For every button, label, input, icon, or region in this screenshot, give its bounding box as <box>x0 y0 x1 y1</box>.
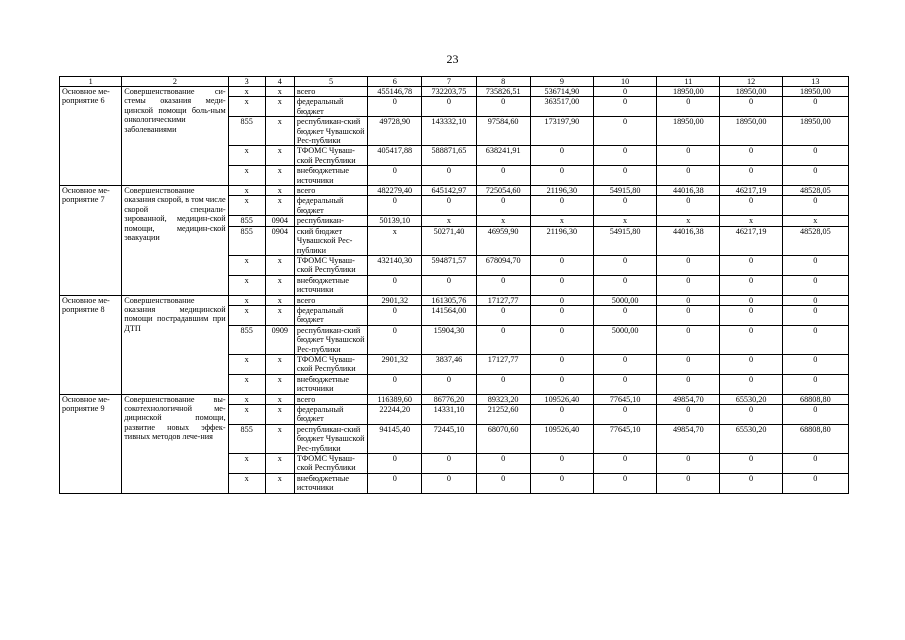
value-cell: 0 <box>530 454 593 474</box>
activity-name: Основное ме-роприятие 9 <box>60 394 122 493</box>
value-cell: 0 <box>593 97 656 117</box>
value-cell: 0 <box>782 325 848 354</box>
section-cell: x <box>265 97 294 117</box>
funding-source: федеральный бюджет <box>294 305 367 325</box>
value-cell: 0 <box>593 117 656 146</box>
value-cell: 109526,40 <box>530 424 593 453</box>
section-cell: x <box>265 295 294 305</box>
value-cell: 536714,90 <box>530 87 593 97</box>
column-number: 4 <box>265 77 294 87</box>
value-cell: 0 <box>368 325 422 354</box>
value-cell: 15904,30 <box>422 325 476 354</box>
value-cell: 645142,97 <box>422 186 476 196</box>
value-cell: 0 <box>530 405 593 425</box>
value-cell: 0 <box>476 166 530 186</box>
column-number: 10 <box>593 77 656 87</box>
section-cell: x <box>265 354 294 374</box>
section-cell: x <box>265 196 294 216</box>
funding-source: всего <box>294 87 367 97</box>
value-cell: 109526,40 <box>530 394 593 404</box>
code-cell: 855 <box>228 424 265 453</box>
value-cell: 0 <box>720 405 782 425</box>
value-cell: 0 <box>476 305 530 325</box>
section-cell: x <box>265 473 294 493</box>
value-cell: 0 <box>782 275 848 295</box>
value-cell: 0 <box>657 275 720 295</box>
funding-source: республикан-ский бюджет Чувашской Рес-публики <box>294 424 367 453</box>
code-cell: x <box>228 405 265 425</box>
value-cell: 21252,60 <box>476 405 530 425</box>
value-cell: 0 <box>593 275 656 295</box>
value-cell: 0 <box>782 354 848 374</box>
funding-source: федеральный бюджет <box>294 97 367 117</box>
value-cell: 363517,00 <box>530 97 593 117</box>
value-cell: 54915,80 <box>593 226 656 255</box>
value-cell: 65530,20 <box>720 424 782 453</box>
value-cell: 0 <box>593 473 656 493</box>
value-cell: 2901,32 <box>368 354 422 374</box>
value-cell: 18950,00 <box>720 87 782 97</box>
funding-source: внебюджетные источники <box>294 275 367 295</box>
funding-source: ТФОМС Чуваш-ской Республики <box>294 255 367 275</box>
value-cell: 0 <box>530 374 593 394</box>
value-cell: 0 <box>593 255 656 275</box>
value-cell: 0 <box>368 275 422 295</box>
value-cell: 18950,00 <box>657 87 720 97</box>
value-cell: 141564,00 <box>422 305 476 325</box>
funding-source: ский бюджет Чувашской Рес-публики <box>294 226 367 255</box>
value-cell: x <box>782 216 848 226</box>
value-cell: 161305,76 <box>422 295 476 305</box>
section-cell: x <box>265 87 294 97</box>
value-cell: 44016,38 <box>657 226 720 255</box>
value-cell: 22244,20 <box>368 405 422 425</box>
value-cell: 725054,60 <box>476 186 530 196</box>
value-cell: 0 <box>593 166 656 186</box>
value-cell: 0 <box>657 196 720 216</box>
value-cell: 0 <box>720 305 782 325</box>
value-cell: 0 <box>657 405 720 425</box>
value-cell: 46959,90 <box>476 226 530 255</box>
value-cell: 48528,05 <box>782 226 848 255</box>
section-cell: x <box>265 186 294 196</box>
value-cell: 72445,10 <box>422 424 476 453</box>
section-cell: x <box>265 374 294 394</box>
page-number: 23 <box>446 52 459 66</box>
value-cell: 0 <box>593 374 656 394</box>
code-cell: x <box>228 255 265 275</box>
section-cell: x <box>265 454 294 474</box>
value-cell: 5000,00 <box>593 325 656 354</box>
value-cell: 49854,70 <box>657 424 720 453</box>
value-cell: 77645,10 <box>593 424 656 453</box>
column-number: 8 <box>476 77 530 87</box>
code-cell: x <box>228 394 265 404</box>
value-cell: 732203,75 <box>422 87 476 97</box>
value-cell: 638241,91 <box>476 146 530 166</box>
value-cell: 97584,60 <box>476 117 530 146</box>
value-cell: 0 <box>782 146 848 166</box>
value-cell: 0 <box>368 305 422 325</box>
value-cell: 0 <box>782 305 848 325</box>
funding-source: всего <box>294 295 367 305</box>
value-cell: 68808,80 <box>782 424 848 453</box>
value-cell: 0 <box>422 196 476 216</box>
code-cell: x <box>228 454 265 474</box>
value-cell: 0 <box>422 473 476 493</box>
code-cell: x <box>228 305 265 325</box>
value-cell: 0 <box>476 454 530 474</box>
value-cell: x <box>368 226 422 255</box>
value-cell: 0 <box>422 166 476 186</box>
value-cell: 0 <box>720 146 782 166</box>
value-cell: x <box>593 216 656 226</box>
code-cell: x <box>228 196 265 216</box>
value-cell: 0 <box>782 196 848 216</box>
value-cell: x <box>720 216 782 226</box>
funding-source: ТФОМС Чуваш-ской Республики <box>294 354 367 374</box>
section-cell: x <box>265 146 294 166</box>
value-cell: 48528,05 <box>782 186 848 196</box>
value-cell: 482279,40 <box>368 186 422 196</box>
activity-description: Совершенствование вы-сокотехнологичной ме-дицинской помощи, развитие новых эффек-тивных методов лече-ния <box>122 394 228 493</box>
value-cell: 65530,20 <box>720 394 782 404</box>
section-cell: x <box>265 166 294 186</box>
value-cell: 0 <box>368 454 422 474</box>
table-row <box>60 87 849 97</box>
section-cell: 0909 <box>265 325 294 354</box>
value-cell: 18950,00 <box>782 87 848 97</box>
column-number-row <box>60 77 849 87</box>
section-cell: x <box>265 405 294 425</box>
value-cell: 49728,90 <box>368 117 422 146</box>
value-cell: 0 <box>530 166 593 186</box>
value-cell: 0 <box>593 454 656 474</box>
value-cell: 588871,65 <box>422 146 476 166</box>
value-cell: 594871,57 <box>422 255 476 275</box>
value-cell: 68808,80 <box>782 394 848 404</box>
value-cell: 0 <box>422 275 476 295</box>
value-cell: 0 <box>530 255 593 275</box>
table-row <box>60 394 849 404</box>
code-cell: x <box>228 354 265 374</box>
value-cell: 116389,60 <box>368 394 422 404</box>
value-cell: 432140,30 <box>368 255 422 275</box>
value-cell: 0 <box>368 473 422 493</box>
value-cell: 0 <box>593 354 656 374</box>
code-cell: x <box>228 97 265 117</box>
code-cell: x <box>228 275 265 295</box>
value-cell: 2901,32 <box>368 295 422 305</box>
value-cell: 0 <box>657 325 720 354</box>
column-number: 3 <box>228 77 265 87</box>
column-number: 6 <box>368 77 422 87</box>
value-cell: 0 <box>593 305 656 325</box>
funding-source: внебюджетные источники <box>294 166 367 186</box>
value-cell: 0 <box>593 196 656 216</box>
value-cell: 0 <box>422 454 476 474</box>
value-cell: 18950,00 <box>657 117 720 146</box>
table-row <box>60 295 849 305</box>
value-cell: 0 <box>720 374 782 394</box>
value-cell: 0 <box>530 305 593 325</box>
section-cell: x <box>265 255 294 275</box>
funding-source: внебюджетные источники <box>294 473 367 493</box>
code-cell: 855 <box>228 226 265 255</box>
value-cell: 0 <box>593 405 656 425</box>
value-cell: 0 <box>530 325 593 354</box>
value-cell: 173197,90 <box>530 117 593 146</box>
value-cell: 0 <box>782 374 848 394</box>
value-cell: 0 <box>530 354 593 374</box>
value-cell: 0 <box>368 374 422 394</box>
value-cell: 0 <box>657 166 720 186</box>
code-cell: x <box>228 473 265 493</box>
value-cell: 0 <box>530 473 593 493</box>
value-cell: 0 <box>657 374 720 394</box>
value-cell: 0 <box>530 196 593 216</box>
value-cell: 455146,78 <box>368 87 422 97</box>
value-cell: 44016,38 <box>657 186 720 196</box>
value-cell: 0 <box>657 295 720 305</box>
code-cell: 855 <box>228 216 265 226</box>
value-cell: 0 <box>476 374 530 394</box>
value-cell: 0 <box>422 374 476 394</box>
value-cell: 50139,10 <box>368 216 422 226</box>
value-cell: 94145,40 <box>368 424 422 453</box>
column-number: 7 <box>422 77 476 87</box>
value-cell: 86776,20 <box>422 394 476 404</box>
value-cell: 0 <box>720 325 782 354</box>
value-cell: 0 <box>720 354 782 374</box>
value-cell: 0 <box>476 196 530 216</box>
value-cell: 0 <box>782 473 848 493</box>
value-cell: 49854,70 <box>657 394 720 404</box>
code-cell: x <box>228 374 265 394</box>
table-row <box>60 186 849 196</box>
value-cell: 0 <box>720 97 782 117</box>
value-cell: 0 <box>593 146 656 166</box>
funding-source: ТФОМС Чуваш-ской Республики <box>294 146 367 166</box>
budget-table <box>59 76 849 494</box>
activity-name: Основное ме-роприятие 8 <box>60 295 122 394</box>
section-cell: x <box>265 424 294 453</box>
funding-source: республикан-ский бюджет Чувашской Рес-публики <box>294 325 367 354</box>
value-cell: 0 <box>530 295 593 305</box>
funding-source: внебюджетные источники <box>294 374 367 394</box>
value-cell: 0 <box>720 295 782 305</box>
value-cell: 0 <box>782 255 848 275</box>
value-cell: 0 <box>657 454 720 474</box>
value-cell: 0 <box>476 473 530 493</box>
column-number: 12 <box>720 77 782 87</box>
value-cell: x <box>476 216 530 226</box>
value-cell: 0 <box>782 97 848 117</box>
value-cell: 0 <box>657 146 720 166</box>
value-cell: 54915,80 <box>593 186 656 196</box>
activity-name: Основное ме-роприятие 6 <box>60 87 122 186</box>
funding-source: всего <box>294 394 367 404</box>
value-cell: 0 <box>368 196 422 216</box>
value-cell: 46217,19 <box>720 226 782 255</box>
funding-source: республикан-ский бюджет Чувашской Рес-публики <box>294 117 367 146</box>
section-cell: x <box>265 305 294 325</box>
code-cell: x <box>228 146 265 166</box>
column-number: 2 <box>122 77 228 87</box>
code-cell: x <box>228 166 265 186</box>
value-cell: 46217,19 <box>720 186 782 196</box>
value-cell: 0 <box>368 166 422 186</box>
value-cell: 77645,10 <box>593 394 656 404</box>
value-cell: 405417,88 <box>368 146 422 166</box>
value-cell: 0 <box>657 473 720 493</box>
value-cell: 0 <box>782 405 848 425</box>
value-cell: 18950,00 <box>720 117 782 146</box>
activity-name: Основное ме-роприятие 7 <box>60 186 122 295</box>
column-number: 13 <box>782 77 848 87</box>
value-cell: 5000,00 <box>593 295 656 305</box>
value-cell: x <box>657 216 720 226</box>
value-cell: 14331,10 <box>422 405 476 425</box>
value-cell: 17127,77 <box>476 295 530 305</box>
code-cell: 855 <box>228 325 265 354</box>
value-cell: 0 <box>720 196 782 216</box>
value-cell: x <box>530 216 593 226</box>
value-cell: 0 <box>530 146 593 166</box>
section-cell: x <box>265 117 294 146</box>
column-number: 9 <box>530 77 593 87</box>
value-cell: 68070,60 <box>476 424 530 453</box>
value-cell: 0 <box>657 305 720 325</box>
value-cell: 0 <box>422 97 476 117</box>
code-cell: x <box>228 186 265 196</box>
section-cell: x <box>265 394 294 404</box>
value-cell: 21196,30 <box>530 226 593 255</box>
section-cell: x <box>265 275 294 295</box>
value-cell: 21196,30 <box>530 186 593 196</box>
funding-source: ТФОМС Чуваш-ской Республики <box>294 454 367 474</box>
value-cell: 678094,70 <box>476 255 530 275</box>
funding-source: республикан- <box>294 216 367 226</box>
value-cell: 0 <box>782 295 848 305</box>
activity-description: Совершенствование си-стемы оказания меди-цинской помощи боль-ным онкологическими заболеваниями <box>122 87 228 186</box>
value-cell: 0 <box>657 255 720 275</box>
funding-source: федеральный бюджет <box>294 196 367 216</box>
funding-source: федеральный бюджет <box>294 405 367 425</box>
value-cell: 0 <box>476 325 530 354</box>
value-cell: 0 <box>657 97 720 117</box>
value-cell: 0 <box>720 454 782 474</box>
value-cell: 0 <box>720 473 782 493</box>
value-cell: 0 <box>782 454 848 474</box>
value-cell: 735826,51 <box>476 87 530 97</box>
value-cell: 0 <box>476 275 530 295</box>
value-cell: 50271,40 <box>422 226 476 255</box>
value-cell: 0 <box>720 275 782 295</box>
value-cell: 0 <box>530 275 593 295</box>
section-cell: 0904 <box>265 226 294 255</box>
value-cell: 17127,77 <box>476 354 530 374</box>
value-cell: 0 <box>657 354 720 374</box>
value-cell: x <box>422 216 476 226</box>
value-cell: 0 <box>476 97 530 117</box>
value-cell: 0 <box>720 166 782 186</box>
column-number: 11 <box>657 77 720 87</box>
value-cell: 89323,20 <box>476 394 530 404</box>
column-number: 5 <box>294 77 367 87</box>
column-number: 1 <box>60 77 122 87</box>
value-cell: 0 <box>593 87 656 97</box>
activity-description: Совершенствование оказания скорой, в том числе скорой специали-зированной, медицин-ской помощи, медицин-ской эвакуации <box>122 186 228 295</box>
section-cell: 0904 <box>265 216 294 226</box>
value-cell: 0 <box>368 97 422 117</box>
value-cell: 0 <box>782 166 848 186</box>
activity-description: Совершенствование оказания медицинской помощи пострадавшим при ДТП <box>122 295 228 394</box>
value-cell: 18950,00 <box>782 117 848 146</box>
code-cell: x <box>228 295 265 305</box>
code-cell: x <box>228 87 265 97</box>
value-cell: 0 <box>720 255 782 275</box>
value-cell: 143332,10 <box>422 117 476 146</box>
value-cell: 3837,46 <box>422 354 476 374</box>
code-cell: 855 <box>228 117 265 146</box>
funding-source: всего <box>294 186 367 196</box>
